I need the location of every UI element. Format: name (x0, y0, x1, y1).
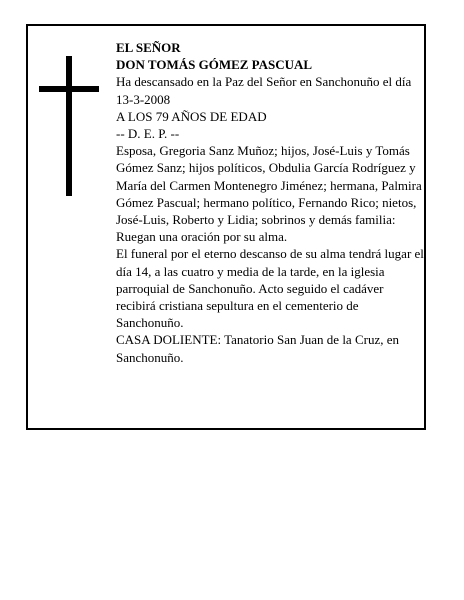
age-line: A LOS 79 AÑOS DE EDAD (116, 108, 267, 124)
deceased-name: DON TOMÁS GÓMEZ PASCUAL (116, 57, 313, 73)
rest-statement: Ha descansado en la Paz del Señor en Sanchonuño el día 13-3-2008 (116, 74, 412, 107)
funeral-details: El funeral por el eterno descanso de su alma tendrá lugar el día 14, a las cuatro y media de la tarde, en la iglesia parroquial de Sanchonuño. Acto seguido el cadáver recibirá cristiana sepultura en el cementerio de Sanchonuño. (116, 246, 424, 331)
cross-vertical-bar (66, 56, 72, 196)
mourning-house: CASA DOLIENTE: Tanatorio San Juan de la Cruz, en Sanchonuño. (116, 332, 399, 365)
prayer-request: Ruegan una oración por su alma. (116, 229, 288, 245)
obituary-notice (26, 24, 426, 430)
cross-horizontal-bar (39, 86, 99, 92)
cross-icon (39, 56, 99, 196)
family-list: Esposa, Gregoria Sanz Muñoz; hijos, José-Luis y Tomás Gómez Sanz; hijos políticos, Obdulia García Rodríguez y María del Carmen Montenegro Jiménez; hermana, Palmira Gómez Pascual; hermano político, Fernando Rico; nietos, José-Luis, Roberto y Lidia; sobrinos y demás familia: (116, 143, 422, 228)
notice-title: EL SEÑOR (116, 40, 181, 55)
notice-text (116, 39, 424, 366)
rip-line: -- D. E. P. -- (116, 126, 180, 142)
